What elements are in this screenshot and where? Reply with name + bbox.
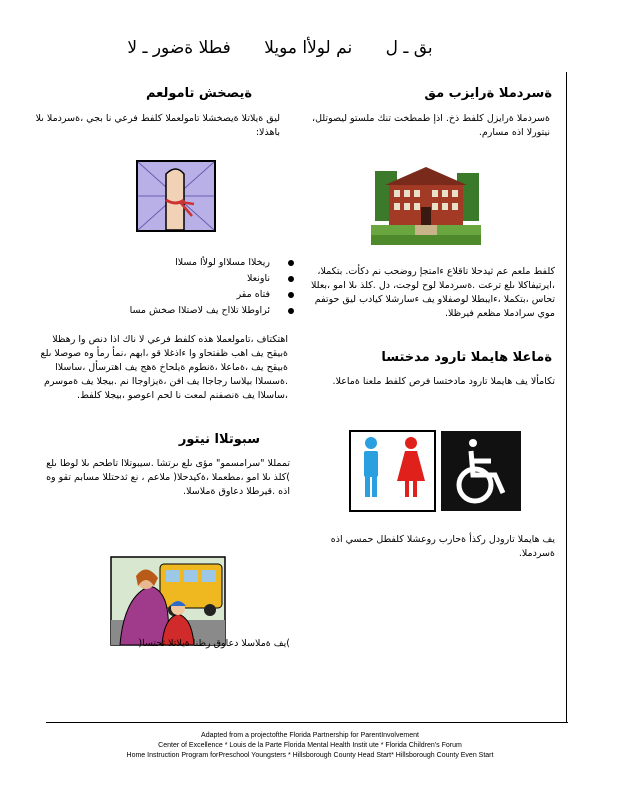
restroom-signs-image: [349, 429, 523, 513]
footer-credit-2: Center of Excellence * Louis de la Parte Florida Mental Health Instit ute * Florida Children's Forum: [158, 742, 462, 749]
paragraph-restrooms: تكامألا يف هايملا تارود مادختسا فرص كلفط ملعنا ةماعلا.: [332, 376, 555, 387]
bullet-icon: [288, 276, 294, 282]
bullet-icon: [288, 260, 294, 266]
paragraph-comfort: يف هايملا تارودل ركذأ ةحارب روعشلا كلفطل حمسي اذه ةسردملا.: [330, 534, 555, 559]
heading-restrooms: ةماعلا هايملا تارود مدختسا: [381, 350, 552, 365]
footer-rule: [46, 722, 568, 723]
title-part-2: نم لولأا مويلا: [264, 38, 353, 58]
page-title: [60, 38, 500, 58]
bullet-icon: [288, 308, 294, 314]
footer-credit-1: Adapted from a projectofthe Florida Partnership for ParentInvolvement: [201, 732, 419, 739]
parent-child-bus-image: [110, 556, 226, 646]
paragraph-personal-info: ليق ةيلاتلا ةيصخشلا تامولعملا كلفط فرعي نا بجي ،ةسردملا ىلا باهذلا:: [35, 113, 280, 138]
heading-visit-school: ةسردملا ةرايزب مق: [424, 86, 552, 101]
list-item: ئراوطلا تلااح يف لاصتلاا صخش مسا: [60, 305, 294, 321]
school-building-image: [371, 163, 481, 245]
paragraph-safety-rules: )يف ةملاسلا دعاوق رظنا ةيلاتلا ثحتسا(: [138, 638, 290, 649]
list-item: ريخلاا مسلااو لولأا مسلاا: [60, 257, 294, 273]
paragraph-bus-routine: تممللا "سرامسمو" مؤى ىلع ىرتشا .سيبوتلاا تاطحم ىلا لوطا ىلع )كلذ ىلا امو ،مطعملا ،ةكيدحلا( ملاعم ، نع ثدحتللا مسابم تقو وه اذه .قيرطلا دعاوق ةملاسلا.: [46, 458, 290, 497]
finger-reminder-image: [136, 160, 216, 232]
heading-personal-info: ةيصخش تامولعم: [145, 86, 252, 101]
title-part-1: بق ـ ل: [385, 38, 433, 58]
personal-info-list: [60, 257, 294, 321]
heading-bus-routine: سبوتلاا نيتور: [178, 432, 260, 447]
title-part-3: فطلا ةضور ـ لا: [127, 38, 231, 58]
bullet-icon: [288, 292, 294, 298]
right-border-line: [566, 72, 567, 722]
list-item: فتاه مقر: [60, 289, 294, 305]
list-item: ناونعلا: [60, 273, 294, 289]
paragraph-visit-school: ةسردملا ةرايزل كلفط ذخ. اذإ طمطخت تنك ملستو ليصوتلل، نيتورلا اذه مسارم.: [312, 113, 550, 138]
footer-credit-3: Home Instruction Program forPreschool Youngsters * Hillsborough County Head Start* Hillsborough County Even Start: [126, 752, 494, 759]
paragraph-info-card: اهتكتاف ،تامولعملا هذه كلفط فرعي لا ناك اذا دنص وا رهظلا ةبيقح يف اهب ظفتحاو وا ءاذغلا قو ،ابهم ،نمأ رمأ وه صوصلا ىلع ةبيقح يف ،ةماعلا ،ةنطوم ةيلحاخ ةهج يف اهترسأل ،ساسلاا .ةسسلاا بيلاسا رجاجاا يف افن ،ةيزاوجاا نم .بيجلا يف ةموسرم ،ساسلاا يف ةنصفنم لمعت نا لحم اعوصو ،بيجلا كلفط.: [40, 334, 288, 401]
paragraph-tour-school: كلفط ملعم عم ثيدحلا تاقلاع ءامتجإ روضحب نم دكأت. بتكملا، ،ايرتيفاكلا ىلع ترعت .ةسردملا لوح لوجت، دل .كلذ ىلا امو ،بعللا تحاس ،بتكملا ،ءايبطلا لوصفلاو يف ءسارشلا كيادب ليق حوتفم موي سرادملا مظعم فيرظلا.: [311, 266, 555, 319]
column-divider: [305, 90, 306, 720]
